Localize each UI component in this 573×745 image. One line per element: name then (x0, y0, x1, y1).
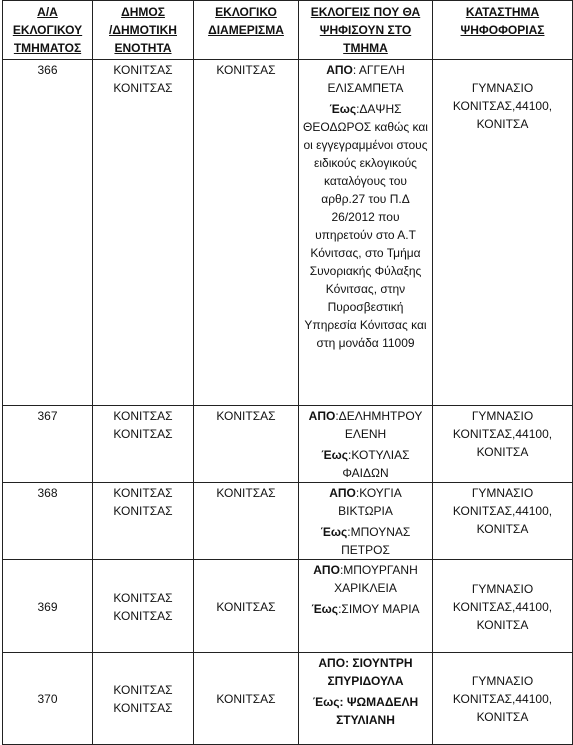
station-number: 367 (3, 406, 93, 483)
district: ΚΟΝΙΤΣΑΣ (194, 653, 299, 745)
municipality: ΚΟΝΙΤΣΑΣ ΚΟΝΙΤΣΑΣ (93, 560, 194, 653)
to-line: Έως:ΣΙΜΟΥ ΜΑΡΙΑ (311, 602, 420, 616)
voter-range (299, 653, 433, 745)
station-number: 368 (3, 483, 93, 560)
to-line: Έως:ΚΟΤΥΛΙΑΣ ΦΑΙΔΩΝ (321, 448, 410, 480)
header-district: ΕΚΛΟΓΙΚΟ ΔΙΑΜΕΡΙΣΜΑ (194, 1, 299, 60)
district: ΚΟΝΙΤΣΑΣ (194, 560, 299, 653)
to-line: Έως:ΔΑΨΗΣ ΘΕΟΔΩΡΟΣ καθώς και οι εγγεγραμμένοι στους ειδικούς εκλογικούς καταλόγους του αρθρ.27 του Π.Δ 26/2012 που υπηρετούν στο Α.Τ Κόνιτσας, στο Τμήμα Συνοριακής Φύλαξης Κόνιτσας, στην Πυροσβεστική Υπηρεσία Κόνιτσας και στη μονάδα 11009 (303, 102, 428, 350)
municipality: ΚΟΝΙΤΣΑΣ ΚΟΝΙΤΣΑΣ (93, 406, 194, 483)
table-row (3, 483, 573, 560)
municipality: ΚΟΝΙΤΣΑΣ ΚΟΝΙΤΣΑΣ (93, 483, 194, 560)
header-station-number: Α/Α ΕΚΛΟΓΙΚΟΥ ΤΜΗΜΑΤΟΣ (3, 1, 93, 60)
station-number: 369 (3, 560, 93, 653)
header-row (3, 1, 573, 60)
polling-place: ΓΥΜΝΑΣΙΟ ΚΟΝΙΤΣΑΣ,44100, ΚΟΝΙΤΣΑ (433, 483, 573, 560)
station-number: 370 (3, 653, 93, 745)
to-line: Έως: ΨΩΜΑΔΕΛΗ ΣΤΥΛΙΑΝΗ (312, 695, 419, 727)
from-line: ΑΠΟ:ΚΟΥΓΙΑ ΒΙΚΤΩΡΙΑ (329, 486, 402, 518)
from-line: ΑΠΟ:ΜΠΟΥΡΓΑΝΗ ΧΑΡΙΚΛΕΙΑ (313, 563, 418, 595)
table-row (3, 653, 573, 745)
polling-place: ΓΥΜΝΑΣΙΟ ΚΟΝΙΤΣΑΣ,44100, ΚΟΝΙΤΣΑ (433, 406, 573, 483)
station-number: 366 (3, 60, 93, 406)
table-row (3, 560, 573, 653)
table-row (3, 60, 573, 406)
voter-range (299, 406, 433, 483)
polling-place: ΓΥΜΝΑΣΙΟ ΚΟΝΙΤΣΑΣ,44100, ΚΟΝΙΤΣΑ (433, 60, 573, 406)
to-line: Έως:ΜΠΟΥΝΑΣ ΠΕΤΡΟΣ (320, 525, 411, 557)
polling-place: ΓΥΜΝΑΣΙΟ ΚΟΝΙΤΣΑΣ,44100, ΚΟΝΙΤΣΑ (433, 653, 573, 745)
polling-place: ΓΥΜΝΑΣΙΟ ΚΟΝΙΤΣΑΣ,44100, ΚΟΝΙΤΣΑ (433, 560, 573, 653)
voter-range (299, 60, 433, 406)
header-polling-place: ΚΑΤΑΣΤΗΜΑ ΨΗΦΟΦΟΡΙΑΣ (433, 1, 573, 60)
district: ΚΟΝΙΤΣΑΣ (194, 60, 299, 406)
header-municipality: ΔΗΜΟΣ /ΔΗΜΟΤΙΚΗ ΕΝΟΤΗΤΑ (93, 1, 194, 60)
district: ΚΟΝΙΤΣΑΣ (194, 483, 299, 560)
from-line: ΑΠΟ: ΑΓΓΕΛΗ ΕΛΙΣΑΜΠΕΤΑ (326, 63, 405, 95)
municipality: ΚΟΝΙΤΣΑΣ ΚΟΝΙΤΣΑΣ (93, 60, 194, 406)
voter-range (299, 560, 433, 653)
district: ΚΟΝΙΤΣΑΣ (194, 406, 299, 483)
from-line: ΑΠΟ:ΔΕΛΗΜΗΤΡΟΥ ΕΛΕΝΗ (308, 409, 423, 441)
from-line: ΑΠΟ: ΣΙΟΥΝΤΡΗ ΣΠΥΡΙΔΟΥΛΑ (318, 656, 413, 688)
table-row (3, 406, 573, 483)
polling-stations-table (2, 0, 573, 745)
header-voters: ΕΚΛΟΓΕΙΣ ΠΟΥ ΘΑ ΨΗΦΙΣΟΥΝ ΣΤΟ ΤΜΗΜΑ (299, 1, 433, 60)
municipality: ΚΟΝΙΤΣΑΣ ΚΟΝΙΤΣΑΣ (93, 653, 194, 745)
voter-range (299, 483, 433, 560)
